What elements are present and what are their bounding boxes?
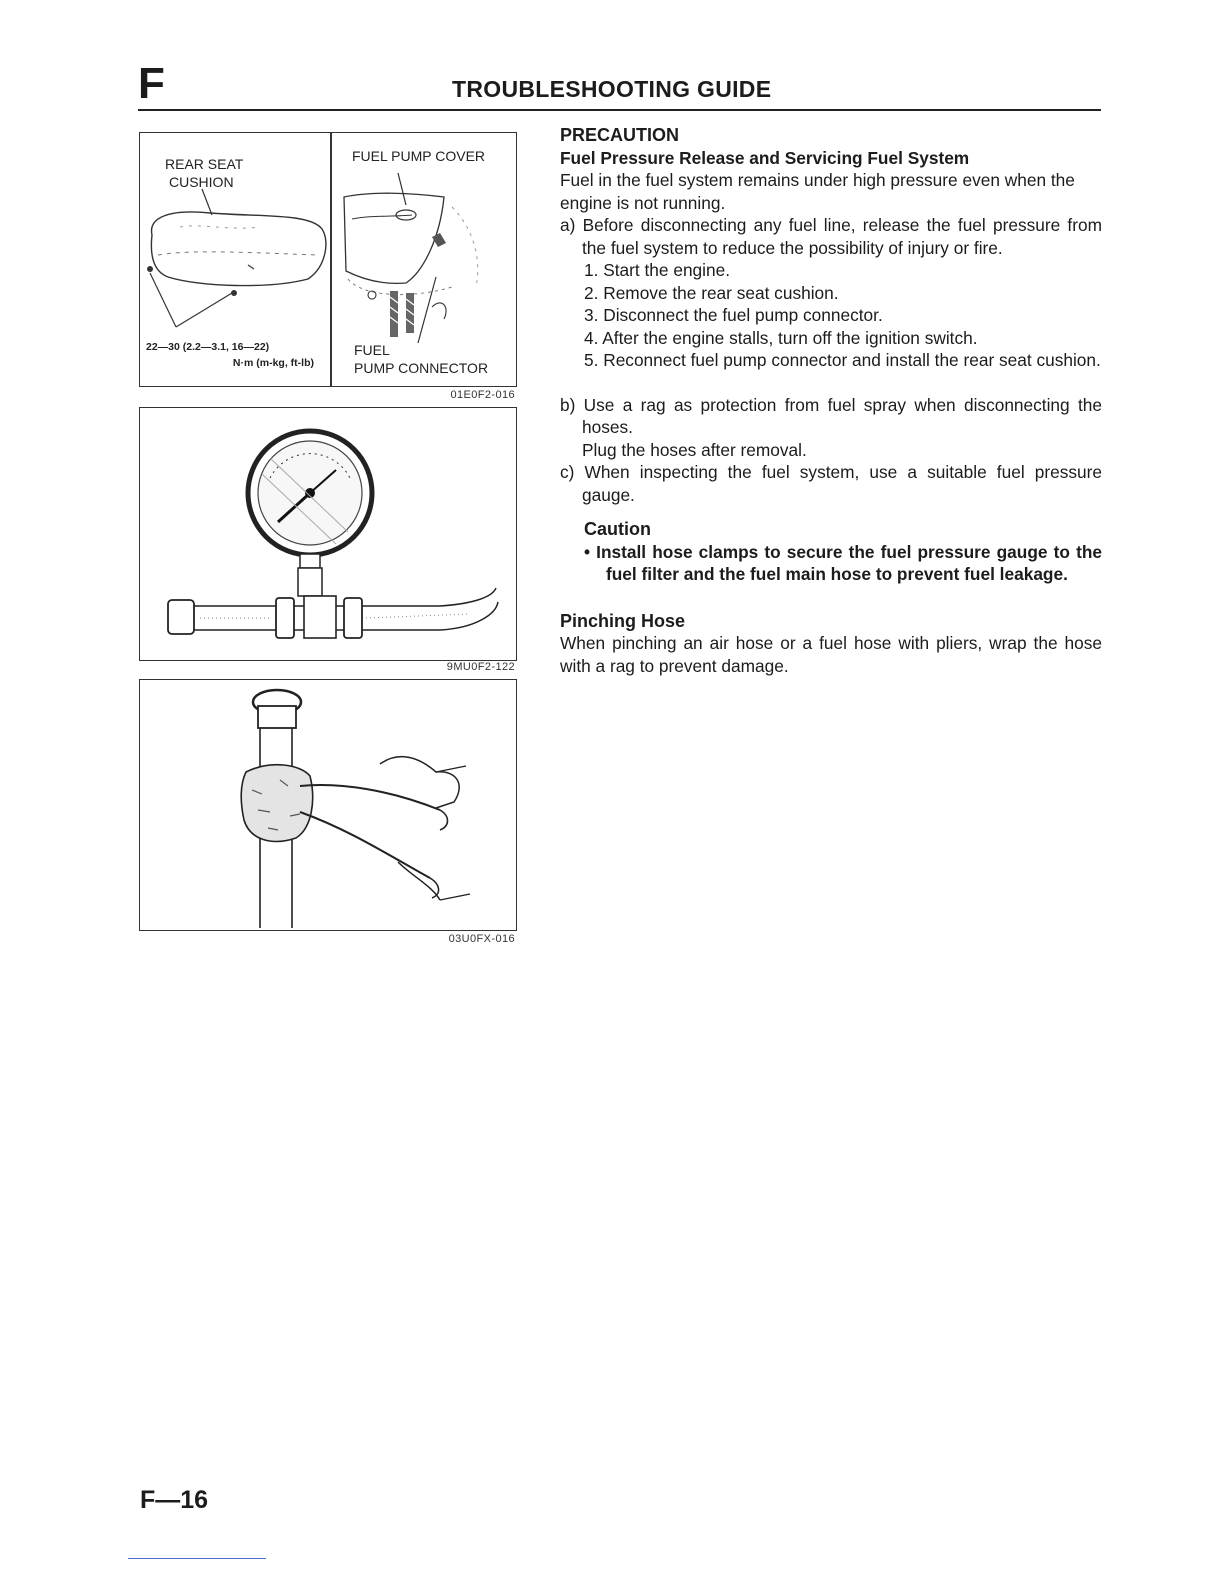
precaution-heading: PRECAUTION (560, 125, 680, 145)
header-rule (138, 109, 1101, 111)
content-column (560, 124, 1102, 677)
fuel-pump-cover-label: FUEL PUMP COVER (352, 148, 486, 164)
intro-paragraph: Fuel in the fuel system remains under high pressure even when the engine is not running. (560, 170, 1075, 213)
caution-block (584, 518, 1102, 586)
item-c: c) When inspecting the fuel system, use a suitable fuel pressure gauge. (560, 462, 1102, 505)
figure-fuel-pump-location (139, 132, 517, 387)
caution-bullet: • Install hose clamps to secure the fuel pressure gauge to the fuel filter and the fuel main hose to prevent fuel leakage. (584, 541, 1102, 584)
section-letter: F (138, 59, 165, 108)
footer-line (128, 1558, 266, 1559)
fuel-pump-connector-label: FUEL PUMP CONNECTOR (354, 342, 489, 376)
page-title: TROUBLESHOOTING GUIDE (452, 76, 772, 102)
rear-seat-label: REAR SEAT CUSHION (165, 156, 244, 190)
step-item: 4. After the engine stalls, turn off the ignition switch. (584, 327, 978, 348)
step-item: 3. Disconnect the fuel pump connector. (584, 305, 883, 325)
figure-pinching-hose (139, 679, 517, 931)
page-number: F—16 (140, 1486, 209, 1514)
item-b-continued: Plug the hoses after removal. (582, 439, 807, 460)
fuel-pump-illustration (332, 167, 516, 347)
step-item: 2. Remove the rear seat cushion. (584, 282, 839, 303)
figure-code-2: 9MU0F2-122 (446, 661, 515, 673)
figure-code-1: 01E0F2-016 (450, 389, 515, 401)
step-item: 1. Start the engine. (584, 260, 731, 280)
pinching-hose-heading: Pinching Hose (560, 610, 686, 631)
release-steps (560, 259, 1102, 372)
item-b: b) Use a rag as protection from fuel spray when disconnecting the hoses. (560, 394, 1102, 437)
torque-spec: 22—30 (2.2—3.1, 16—22) N·m (m-kg, ft-lb) (146, 341, 314, 369)
pressure-gauge-illustration (140, 408, 516, 660)
figure-code-3: 03U0FX-016 (448, 933, 515, 945)
step-item: 5. Reconnect fuel pump connector and install the rear seat cushion. (584, 350, 1101, 370)
figure-pressure-gauge (139, 407, 517, 661)
fuel-pressure-release-heading: Fuel Pressure Release and Servicing Fuel System (560, 147, 970, 168)
pinching-hose-text: When pinching an air hose or a fuel hose with pliers, wrap the hose with a rag to prevent damage. (560, 633, 1102, 676)
rear-seat-illustration (140, 183, 330, 333)
pinching-hose-illustration (140, 680, 516, 930)
item-a: a) Before disconnecting any fuel line, release the fuel pressure from the fuel system to reduce the possibility of injury or fire. (560, 215, 1102, 258)
caution-heading: Caution (584, 519, 651, 539)
